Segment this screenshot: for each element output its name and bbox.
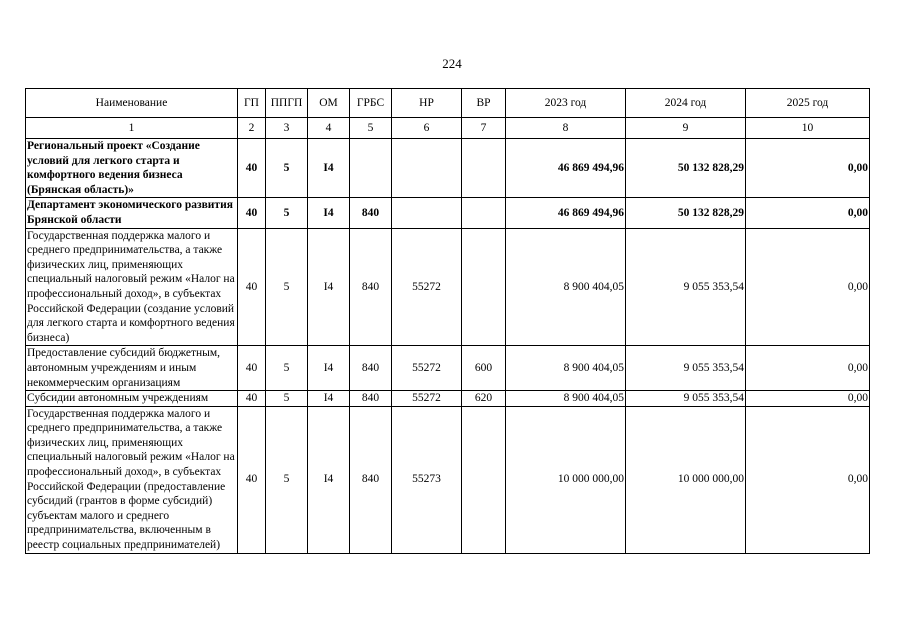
- row-nr: 55272: [392, 391, 462, 407]
- row-nr: [392, 139, 462, 198]
- row-ppgp: 5: [266, 346, 308, 391]
- column-number: 6: [392, 118, 462, 139]
- row-om: I4: [308, 346, 350, 391]
- header-2024: 2024 год: [626, 89, 746, 118]
- header-row: [26, 89, 870, 118]
- budget-table: [25, 88, 870, 554]
- row-grbs: 840: [350, 198, 392, 228]
- row-name: Субсидии автономным учреждениям: [26, 391, 238, 407]
- header-nr: НР: [392, 89, 462, 118]
- row-name: Региональный проект «Создание условий для легкого старта и комфортного ведения бизнеса (Брянская область)»: [26, 139, 238, 198]
- row-2024: 9 055 353,54: [626, 228, 746, 346]
- row-2024: 9 055 353,54: [626, 346, 746, 391]
- row-name: Департамент экономического развития Брянской области: [26, 198, 238, 228]
- row-gp: 40: [238, 139, 266, 198]
- row-gp: 40: [238, 346, 266, 391]
- row-2023: 8 900 404,05: [506, 391, 626, 407]
- row-2025: 0,00: [746, 391, 870, 407]
- column-number: 3: [266, 118, 308, 139]
- page-number: 224: [442, 56, 462, 71]
- row-2024: 9 055 353,54: [626, 391, 746, 407]
- header-vr: ВР: [462, 89, 506, 118]
- row-om: I4: [308, 198, 350, 228]
- row-nr: [392, 198, 462, 228]
- table-row: [26, 198, 870, 228]
- header-2023: 2023 год: [506, 89, 626, 118]
- row-2023: 10 000 000,00: [506, 406, 626, 553]
- table-row: [26, 346, 870, 391]
- header-name: Наименование: [26, 89, 238, 118]
- row-gp: 40: [238, 406, 266, 553]
- header-om: ОМ: [308, 89, 350, 118]
- row-2025: 0,00: [746, 228, 870, 346]
- row-name: Государственная поддержка малого и среднего предпринимательства, а также физических лиц, применяющих специальный налоговый режим «Налог на профессиональный доход», в субъектах Российской Федерации (создание условий для легкого старта и комфортного ведения бизнеса): [26, 228, 238, 346]
- row-ppgp: 5: [266, 391, 308, 407]
- row-2024: 50 132 828,29: [626, 139, 746, 198]
- header-gp: ГП: [238, 89, 266, 118]
- table-row: [26, 228, 870, 346]
- row-vr: [462, 139, 506, 198]
- row-om: I4: [308, 391, 350, 407]
- column-number: 5: [350, 118, 392, 139]
- row-om: I4: [308, 139, 350, 198]
- column-number: 4: [308, 118, 350, 139]
- row-om: I4: [308, 228, 350, 346]
- row-grbs: 840: [350, 228, 392, 346]
- row-nr: 55272: [392, 346, 462, 391]
- table-row: [26, 391, 870, 407]
- row-2025: 0,00: [746, 406, 870, 553]
- row-grbs: 840: [350, 406, 392, 553]
- row-2023: 46 869 494,96: [506, 198, 626, 228]
- row-grbs: 840: [350, 391, 392, 407]
- row-gp: 40: [238, 198, 266, 228]
- column-number-row: [26, 118, 870, 139]
- table-row: [26, 139, 870, 198]
- row-gp: 40: [238, 228, 266, 346]
- column-number: 9: [626, 118, 746, 139]
- row-vr: [462, 228, 506, 346]
- row-nr: 55273: [392, 406, 462, 553]
- row-ppgp: 5: [266, 139, 308, 198]
- row-2025: 0,00: [746, 346, 870, 391]
- row-grbs: [350, 139, 392, 198]
- row-nr: 55272: [392, 228, 462, 346]
- row-2023: 46 869 494,96: [506, 139, 626, 198]
- column-number: 1: [26, 118, 238, 139]
- row-vr: [462, 406, 506, 553]
- row-2025: 0,00: [746, 139, 870, 198]
- column-number: 2: [238, 118, 266, 139]
- row-name: Государственная поддержка малого и среднего предпринимательства, а также физических лиц, применяющих специальный налоговый режим «Налог на профессиональный доход», в субъектах Российской Федерации (предоставление субсидий (грантов в форме субсидий) субъектам малого и среднего предпринимательства, включенным в реестр социальных предпринимателей): [26, 406, 238, 553]
- row-ppgp: 5: [266, 198, 308, 228]
- row-2024: 50 132 828,29: [626, 198, 746, 228]
- header-grbs: ГРБС: [350, 89, 392, 118]
- column-number: 7: [462, 118, 506, 139]
- row-2023: 8 900 404,05: [506, 228, 626, 346]
- header-ppgp: ППГП: [266, 89, 308, 118]
- row-2023: 8 900 404,05: [506, 346, 626, 391]
- row-ppgp: 5: [266, 406, 308, 553]
- column-number: 10: [746, 118, 870, 139]
- row-vr: 600: [462, 346, 506, 391]
- row-name: Предоставление субсидий бюджетным, автономным учреждениям и иным некоммерческим организациям: [26, 346, 238, 391]
- header-2025: 2025 год: [746, 89, 870, 118]
- row-2025: 0,00: [746, 198, 870, 228]
- column-number: 8: [506, 118, 626, 139]
- row-gp: 40: [238, 391, 266, 407]
- row-vr: 620: [462, 391, 506, 407]
- row-vr: [462, 198, 506, 228]
- table-row: [26, 406, 870, 553]
- row-grbs: 840: [350, 346, 392, 391]
- row-om: I4: [308, 406, 350, 553]
- row-ppgp: 5: [266, 228, 308, 346]
- row-2024: 10 000 000,00: [626, 406, 746, 553]
